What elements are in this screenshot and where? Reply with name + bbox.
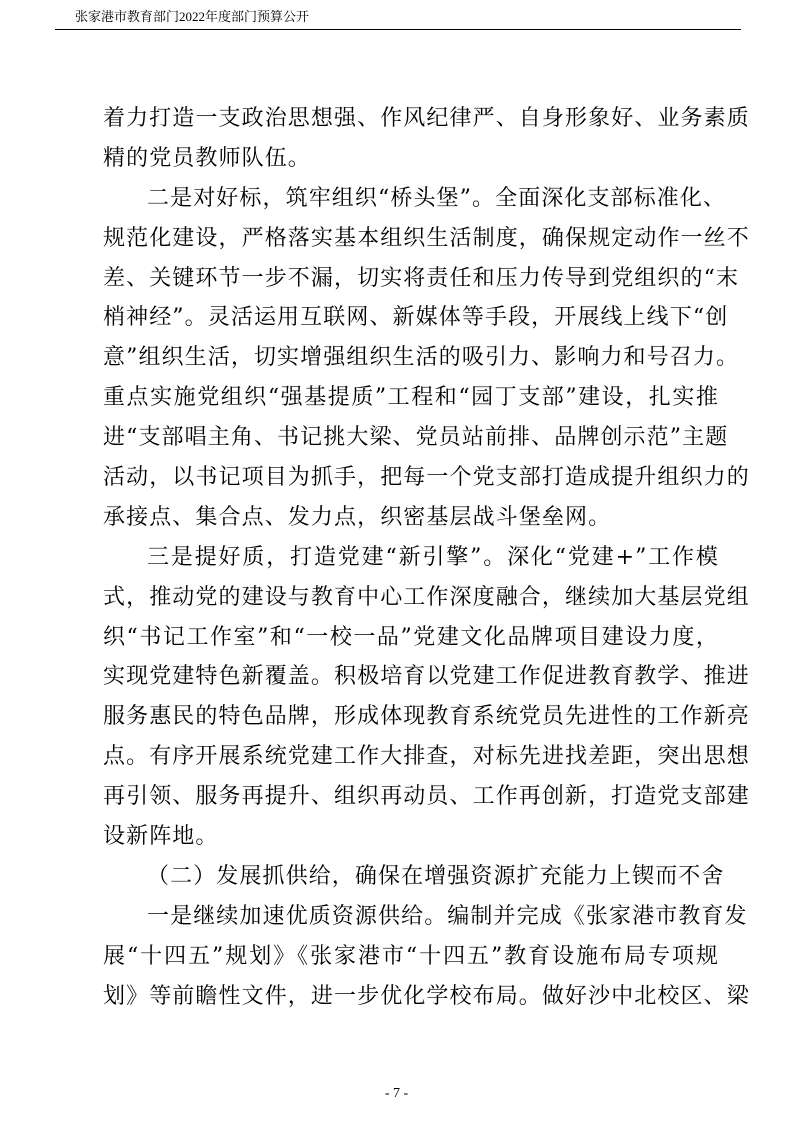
text-line: （二）发展抓供给，确保在增强资源扩充能力上锲而不舍 bbox=[147, 863, 725, 889]
page-header-title: 张家港市教育部门2022年度部门预算公开 bbox=[75, 9, 310, 24]
text-line: 差、关键环节一步不漏，切实将责任和压力传导到党组织的“末 bbox=[103, 265, 740, 291]
body-text bbox=[103, 99, 750, 1016]
text-line: 划》等前瞻性文件，进一步优化学校布局。做好沙中北校区、梁 bbox=[103, 983, 750, 1009]
text-line: 展“十四五”规划》《张家港市“十四五”教育设施布局专项规 bbox=[103, 943, 719, 969]
text-line: 织“书记工作室”和“一校一品”党建文化品牌项目建设力度， bbox=[103, 624, 719, 650]
text-line: 承接点、集合点、发力点，织密基层战斗堡垒网。 bbox=[103, 504, 612, 530]
header-divider bbox=[55, 29, 741, 30]
text-line: 意”组织生活，切实增强组织生活的吸引力、影响力和号召力。 bbox=[103, 345, 740, 371]
text-line: 服务惠民的特色品牌，形成体现教育系统党员先进性的工作新亮 bbox=[103, 704, 750, 730]
text-line: 着力打造一支政治思想强、作风纪律严、自身形象好、业务素质 bbox=[103, 106, 750, 131]
text-line: 设新阵地。 bbox=[103, 824, 219, 850]
text-line: 活动，以书记项目为抓手，把每一个党支部打造成提升组织力的 bbox=[103, 465, 750, 491]
text-line: 一是继续加速优质资源供给。编制并完成《张家港市教育发 bbox=[147, 903, 748, 929]
text-line: 点。有序开展系统党建工作大排查，对标先进找差距，突出思想 bbox=[103, 744, 750, 770]
text-line: 实现党建特色新覆盖。积极培育以党建工作促进教育教学、推进 bbox=[103, 664, 750, 690]
text-line: 梢神经”。灵活运用互联网、新媒体等手段，开展线上线下“创 bbox=[103, 305, 729, 331]
text-line: 二是对好标，筑牢组织“桥头堡”。全面深化支部标准化、 bbox=[147, 185, 727, 211]
text-line: 重点实施党组织“强基提质”工程和“园丁支部”建设，扎实推 bbox=[103, 385, 719, 411]
page-number: - 7 - bbox=[384, 1086, 409, 1101]
text-line: 规范化建设，严格落实基本组织生活制度，确保规定动作一丝不 bbox=[103, 225, 750, 251]
text-line: 三是提好质，打造党建“新引擎”。深化“党建+”工作模 bbox=[147, 544, 719, 570]
text-line: 精的党员教师队伍。 bbox=[103, 145, 311, 171]
text-line: 再引领、服务再提升、组织再动员、工作再创新，打造党支部建 bbox=[103, 784, 750, 810]
text-line: 进“支部唱主角、书记挑大梁、党员站前排、品牌创示范”主题 bbox=[103, 425, 729, 451]
text-line: 式，推动党的建设与教育中心工作深度融合，继续加大基层党组 bbox=[103, 584, 750, 610]
